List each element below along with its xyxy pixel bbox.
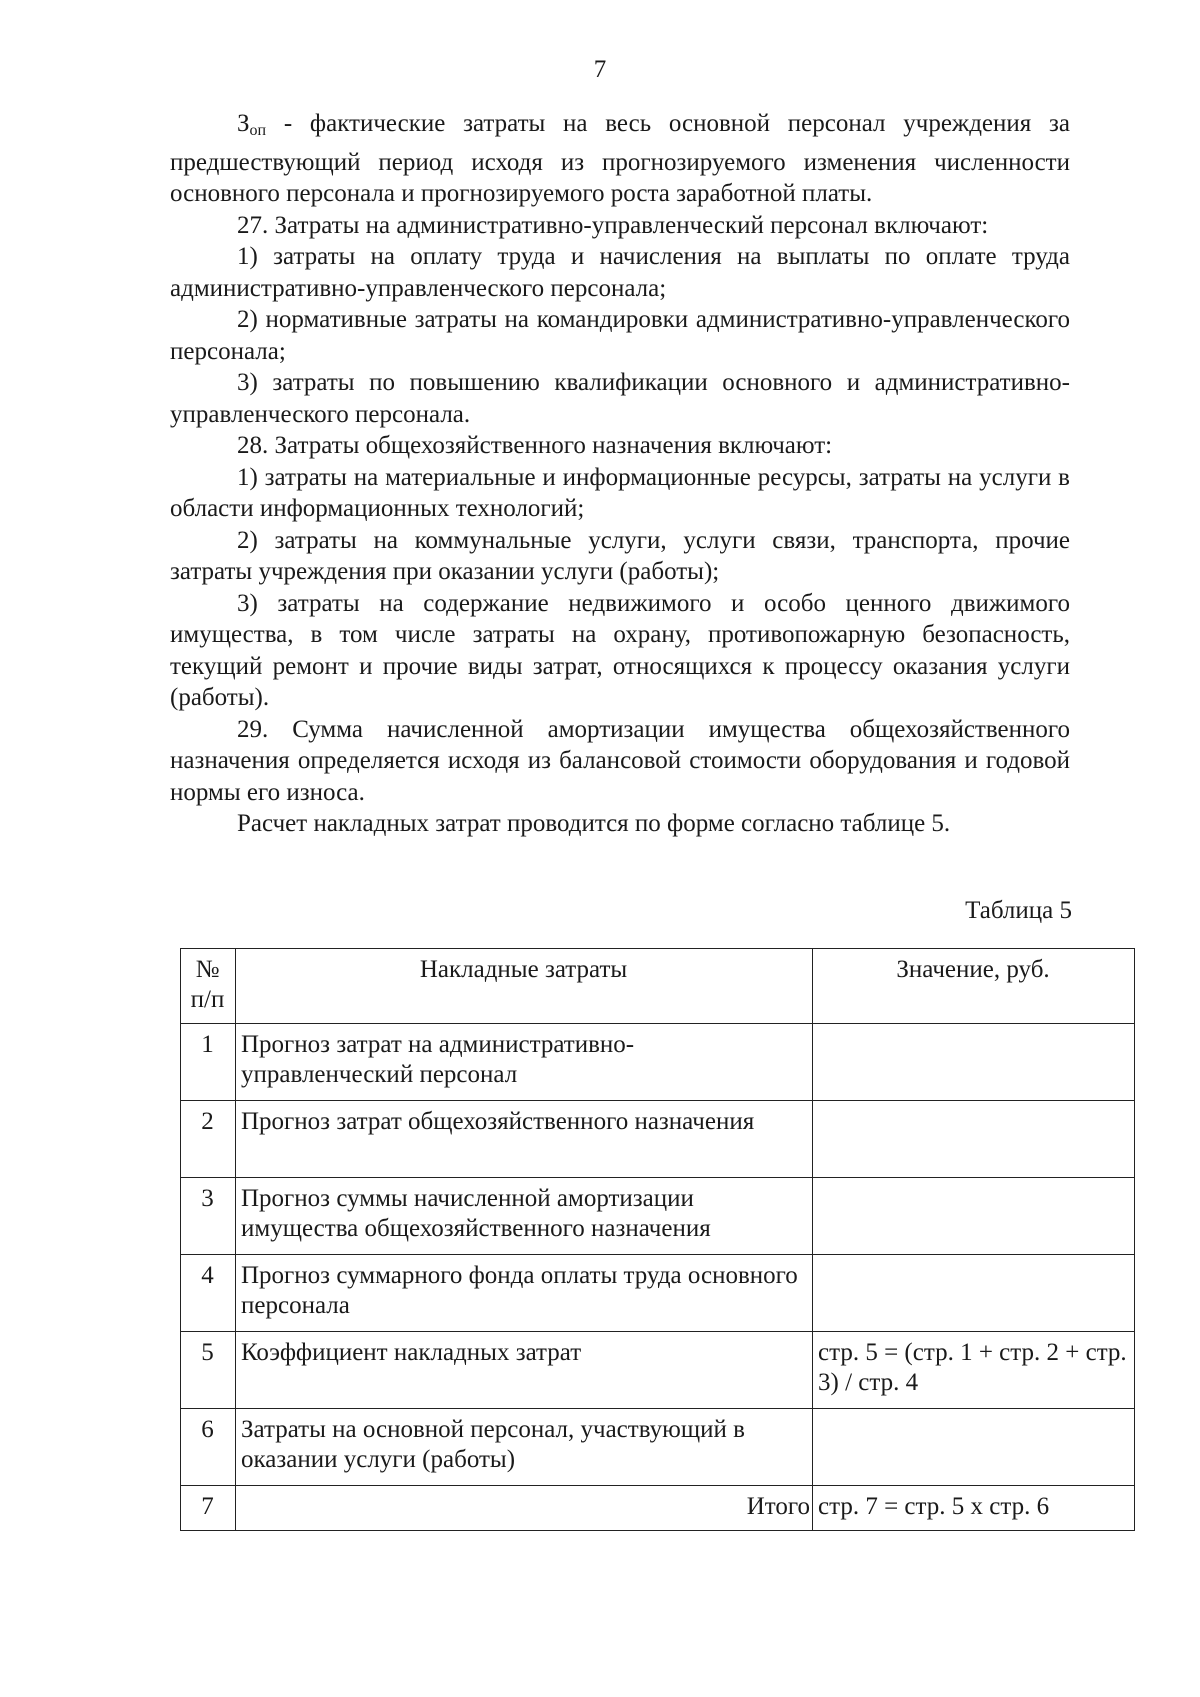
row-name: Коэффициент накладных затрат: [236, 1332, 813, 1409]
row-name-total: Итого: [236, 1486, 813, 1531]
row-number: 1: [181, 1024, 236, 1101]
paragraph-28-item-2: 2) затраты на коммунальные услуги, услуги связи, транспорта, прочие затраты учреждения при оказании услуги (работы);: [170, 526, 1070, 585]
header-overhead-costs: Накладные затраты: [236, 949, 813, 1024]
paragraph-table-intro: Расчет накладных затрат проводится по форме согласно таблице 5.: [237, 810, 951, 837]
page-number: 7: [593, 56, 607, 83]
row-name: Затраты на основной персонал, участвующий в оказании услуги (работы): [236, 1409, 813, 1486]
table-row: [181, 1332, 1135, 1409]
paragraph-27-item-1: 1) затраты на оплату труда и начисления на выплаты по оплате труда административно-управленческого персонала;: [170, 243, 1070, 302]
row-number: 3: [181, 1178, 236, 1255]
paragraph-zop-definition: [170, 108, 1070, 210]
zop-symbol: З: [237, 110, 250, 137]
table-row: [181, 1409, 1135, 1486]
row-value: стр. 5 = (стр. 1 + стр. 2 + стр. 3) / стр. 4: [813, 1332, 1135, 1409]
header-value: Значение, руб.: [813, 949, 1135, 1024]
row-number: 7: [181, 1486, 236, 1531]
table-total-row: [181, 1486, 1135, 1531]
table-row: [181, 1024, 1135, 1101]
row-name: Прогноз суммы начисленной амортизации имущества общехозяйственного назначения: [236, 1178, 813, 1255]
row-number: 2: [181, 1101, 236, 1178]
paragraph-28: 28. Затраты общехозяйственного назначения включают:: [237, 432, 833, 459]
paragraph-28-item-1: 1) затраты на материальные и информационные ресурсы, затраты на услуги в области информационных технологий;: [170, 463, 1070, 522]
row-value: [813, 1024, 1135, 1101]
overhead-costs-table: [180, 948, 1135, 1531]
paragraph-27: 27. Затраты на административно-управленческий персонал включают:: [237, 211, 989, 239]
paragraph-27-item-3: 3) затраты по повышению квалификации основного и административно-управленческого персонала.: [170, 369, 1070, 428]
paragraph-27-item-2: 2) нормативные затраты на командировки административно-управленческого персонала;: [170, 306, 1070, 365]
row-value: [813, 1409, 1135, 1486]
paragraph-29: 29. Сумма начисленной амортизации имущества общехозяйственного назначения определяется исходя из балансовой стоимости оборудования и годовой нормы его износа.: [170, 715, 1070, 806]
row-number: 6: [181, 1409, 236, 1486]
table-caption: Таблица 5: [965, 897, 1072, 924]
zop-definition-text: - фактические затраты на весь основной персонал учреждения за предшествующий период исходя из прогнозируемого изменения численности основного персонала и прогнозируемого роста заработной платы.: [170, 110, 1070, 207]
table-row: [181, 1178, 1135, 1255]
row-number: 4: [181, 1255, 236, 1332]
zop-subscript: оп: [249, 122, 267, 139]
row-value: [813, 1178, 1135, 1255]
row-name: Прогноз затрат на административно-управленческий персонал: [236, 1024, 813, 1101]
table-row: [181, 1255, 1135, 1332]
paragraph-28-item-3: 3) затраты на содержание недвижимого и особо ценного движимого имущества, в том числе затраты на охрану, противопожарную безопасность, текущий ремонт и прочие виды затрат, относящихся к процессу оказания услуги (работы).: [170, 589, 1070, 711]
header-number: № п/п: [181, 949, 236, 1024]
row-number: 5: [181, 1332, 236, 1409]
row-name: Прогноз суммарного фонда оплаты труда основного персонала: [236, 1255, 813, 1332]
table-header-row: [181, 949, 1135, 1024]
row-value: [813, 1255, 1135, 1332]
body-text: [170, 108, 1070, 840]
row-name: Прогноз затрат общехозяйственного назначения: [236, 1101, 813, 1178]
table-row: [181, 1101, 1135, 1178]
row-value: стр. 7 = стр. 5 х стр. 6: [813, 1486, 1135, 1531]
row-value: [813, 1101, 1135, 1178]
